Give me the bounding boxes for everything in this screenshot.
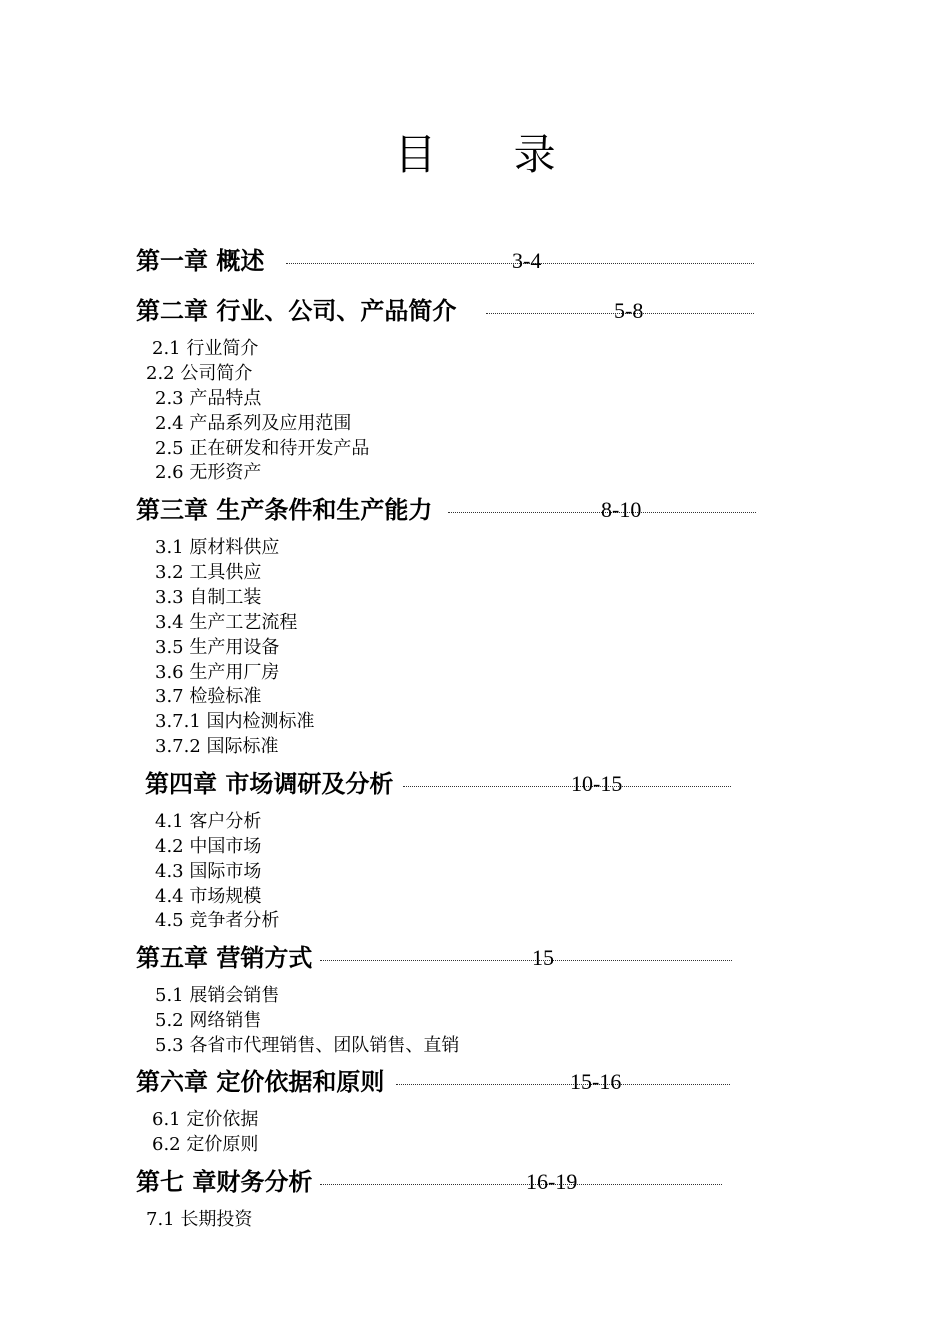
chapter-pages: 15 [532,945,554,970]
toc-section-3-1[interactable]: 3.1 原材料供应 [155,537,280,558]
toc-section-2-4[interactable]: 2.4 产品系列及应用范围 [155,413,352,434]
toc-section-4-4[interactable]: 4.4 市场规模 [155,886,262,907]
toc-section-4-1[interactable]: 4.1 客户分析 [155,811,262,832]
toc-section-4-5[interactable]: 4.5 竞争者分析 [155,910,280,931]
toc-section-5-2[interactable]: 5.2 网络销售 [155,1010,262,1031]
toc-section-7-1[interactable]: 7.1 长期投资 [146,1209,253,1230]
toc-section-2-6[interactable]: 2.6 无形资产 [155,462,262,483]
dot-leader [320,1184,722,1185]
chapter-label: 第一章 概述 [136,247,265,275]
chapter-pages: 16-19 [526,1169,578,1194]
toc-section-2-5[interactable]: 2.5 正在研发和待开发产品 [155,438,370,459]
toc-section-3-4[interactable]: 3.4 生产工艺流程 [155,612,298,633]
dot-leader [396,1084,730,1085]
toc-section-2-1[interactable]: 2.1 行业简介 [152,338,259,359]
toc-section-3-7[interactable]: 3.7 检验标准 [155,686,262,707]
chapter-label: 第五章 营销方式 [136,944,313,972]
toc-section-3-3[interactable]: 3.3 自制工装 [155,587,262,608]
chapter-pages: 15-16 [570,1069,622,1094]
toc-section-5-3[interactable]: 5.3 各省市代理销售、团队销售、直销 [155,1035,460,1056]
toc-chapter-2[interactable] [136,294,756,328]
chapter-pages: 3-4 [512,248,542,273]
dot-leader [320,960,732,961]
toc-section-6-1[interactable]: 6.1 定价依据 [152,1109,259,1130]
chapter-pages: 5-8 [614,298,644,323]
dot-leader [403,786,731,787]
chapter-pages: 10-15 [571,771,623,796]
chapter-label: 第二章 行业、公司、产品简介 [136,297,457,325]
toc-section-3-6[interactable]: 3.6 生产用厂房 [155,662,280,683]
toc-title: 目 录 [394,130,588,179]
toc-section-3-5[interactable]: 3.5 生产用设备 [155,637,280,658]
toc-section-3-7-1[interactable]: 3.7.1 国内检测标准 [155,711,315,732]
toc-section-5-1[interactable]: 5.1 展销会销售 [155,985,280,1006]
chapter-label: 第六章 定价依据和原则 [136,1068,385,1096]
toc-chapter-3[interactable] [136,493,756,527]
toc-chapter-1[interactable] [136,244,756,278]
chapter-label: 第七 章财务分析 [136,1168,313,1196]
toc-chapter-4[interactable] [145,767,735,801]
toc-chapter-7[interactable] [136,1165,726,1199]
toc-section-4-2[interactable]: 4.2 中国市场 [155,836,262,857]
toc-section-2-3[interactable]: 2.3 产品特点 [155,388,262,409]
chapter-label: 第四章 市场调研及分析 [145,770,394,798]
chapter-label: 第三章 生产条件和生产能力 [136,496,433,524]
toc-section-3-2[interactable]: 3.2 工具供应 [155,562,262,583]
chapter-pages: 8-10 [601,497,642,522]
toc-section-3-7-2[interactable]: 3.7.2 国际标准 [155,736,279,757]
toc-chapter-6[interactable] [136,1065,736,1099]
toc-section-2-2[interactable]: 2.2 公司简介 [146,363,253,384]
toc-chapter-5[interactable] [136,941,736,975]
toc-section-6-2[interactable]: 6.2 定价原则 [152,1134,259,1155]
toc-section-4-3[interactable]: 4.3 国际市场 [155,861,262,882]
